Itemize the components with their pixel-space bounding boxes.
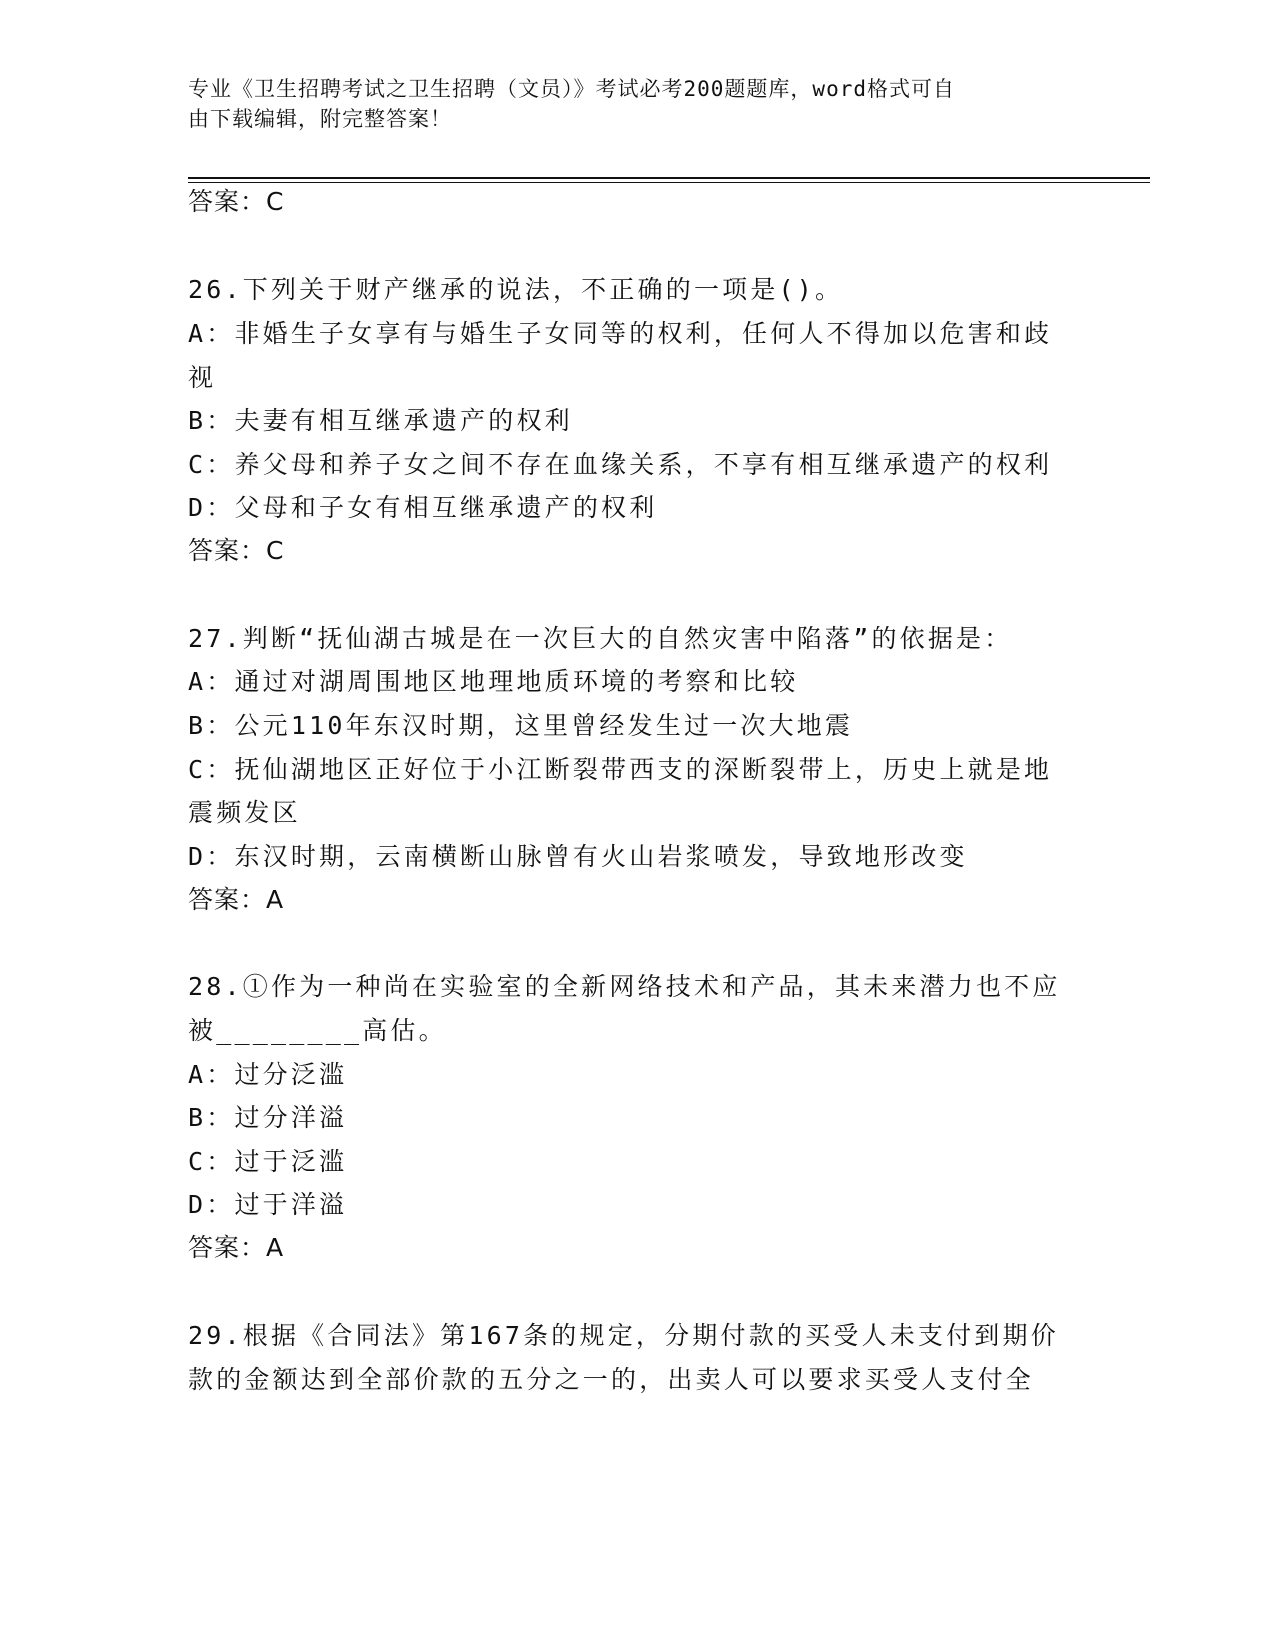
answer-prev: 答案：C: [188, 187, 285, 216]
header-rule-thin: [188, 182, 1150, 183]
q28-option-a: A：过分泛滥: [188, 1060, 348, 1089]
q26-option-d: D：父母和子女有相互继承遗产的权利: [188, 493, 658, 522]
q26-answer: 答案：C: [188, 536, 285, 565]
q28-stem-line1: 28.①作为一种尚在实验室的全新网络技术和产品，其未来潜力也不应: [188, 972, 1061, 1001]
q26-stem: 26.下列关于财产继承的说法，不正确的一项是()。: [188, 275, 844, 304]
header-rule-thick: [188, 177, 1150, 179]
q27-option-c-line1: C：抚仙湖地区正好位于小江断裂带西支的深断裂带上，历史上就是地: [188, 755, 1053, 784]
q29-stem-line1: 29.根据《合同法》第167条的规定，分期付款的买受人未支付到期价: [188, 1321, 1059, 1350]
q28-option-d: D：过于洋溢: [188, 1190, 348, 1219]
q27-option-a: A：通过对湖周围地区地理地质环境的考察和比较: [188, 667, 799, 696]
q28-answer: 答案：A: [188, 1233, 285, 1262]
q27-answer: 答案：A: [188, 885, 285, 914]
header-line-1: 专业《卫生招聘考试之卫生招聘（文员）》考试必考200题题库，word格式可自: [188, 77, 955, 101]
q28-stem-line2: 被________高估。: [188, 1016, 447, 1045]
q27-option-c-line2: 震频发区: [188, 798, 301, 827]
q26-option-c: C：养父母和养子女之间不存在血缘关系，不享有相互继承遗产的权利: [188, 450, 1053, 479]
q26-option-b: B：夫妻有相互继承遗产的权利: [188, 406, 573, 435]
q27-option-d: D：东汉时期，云南横断山脉曾有火山岩浆喷发，导致地形改变: [188, 842, 968, 871]
q29-stem-line2: 款的金额达到全部价款的五分之一的，出卖人可以要求买受人支付全: [188, 1365, 1035, 1394]
q26-option-a-line2: 视: [188, 363, 217, 392]
q27-stem: 27.判断“抚仙湖古城是在一次巨大的自然灾害中陷落”的依据是：: [188, 624, 1013, 653]
q26-option-a-line1: A：非婚生子女享有与婚生子女同等的权利，任何人不得加以危害和歧: [188, 319, 1053, 348]
q28-option-c: C：过于泛滥: [188, 1147, 348, 1176]
q27-option-b: B：公元110年东汉时期，这里曾经发生过一次大地震: [188, 711, 854, 740]
q28-option-b: B：过分洋溢: [188, 1103, 348, 1132]
header-line-2: 由下载编辑，附完整答案！: [188, 107, 452, 131]
page-header: [188, 74, 1068, 134]
